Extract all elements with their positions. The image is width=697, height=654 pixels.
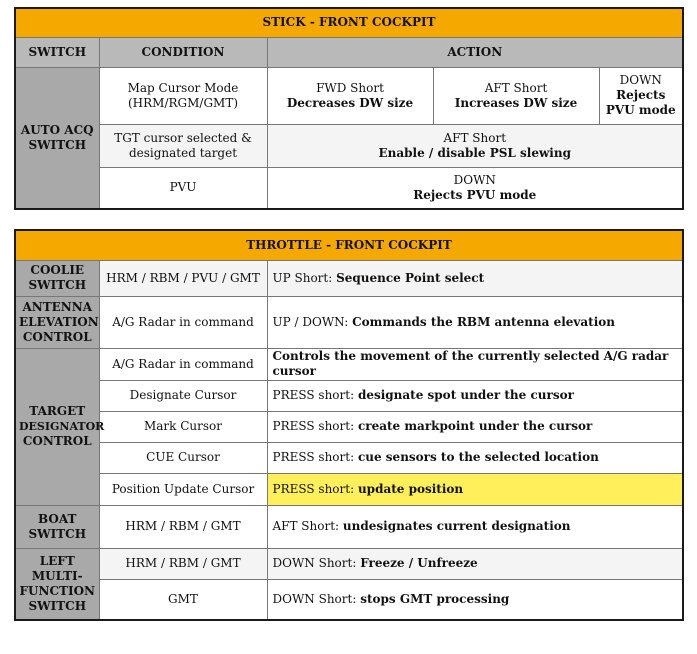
action-cell: AFT Short Enable / disable PSL slewing	[267, 124, 683, 167]
action-cell: PRESS short: create markpoint under the cursor	[267, 411, 683, 442]
action-cell-down: DOWN Rejects PVU mode	[599, 67, 683, 124]
action-cell: UP Short: Sequence Point select	[267, 260, 683, 296]
left-multi-function-switch-cell: LEFT MULTI- FUNCTION SWITCH	[15, 548, 99, 620]
condition-cell: Mark Cursor	[99, 411, 267, 442]
action-cell: AFT Short: undesignates current designation	[267, 505, 683, 548]
action-column-header: ACTION	[267, 37, 683, 67]
condition-cell: GMT	[99, 579, 267, 620]
coolie-switch-cell: COOLIE SWITCH	[15, 260, 99, 296]
auto-acq-switch-cell: AUTO ACQ SWITCH	[15, 67, 99, 209]
action-cell-aft-short: AFT Short Increases DW size	[433, 67, 599, 124]
condition-cell: TGT cursor selected & designated target	[99, 124, 267, 167]
condition-cell: PVU	[99, 167, 267, 209]
action-cell-highlighted: PRESS short: update position	[267, 473, 683, 505]
condition-cell: HRM / RBM / GMT	[99, 548, 267, 579]
action-cell: PRESS short: designate spot under the cursor	[267, 380, 683, 411]
stick-table-title: STICK - FRONT COCKPIT	[15, 8, 683, 37]
action-cell: Controls the movement of the currently selected A/G radar cursor	[267, 348, 683, 380]
switch-column-header: SWITCH	[15, 37, 99, 67]
condition-cell: HRM / RBM / PVU / GMT	[99, 260, 267, 296]
condition-cell: Designate Cursor	[99, 380, 267, 411]
throttle-table	[14, 229, 684, 621]
condition-cell: A/G Radar in command	[99, 348, 267, 380]
condition-cell: HRM / RBM / GMT	[99, 505, 267, 548]
condition-cell: Position Update Cursor	[99, 473, 267, 505]
action-cell: UP / DOWN: Commands the RBM antenna elevation	[267, 296, 683, 348]
condition-cell: Map Cursor Mode (HRM/RGM/GMT)	[99, 67, 267, 124]
condition-column-header: CONDITION	[99, 37, 267, 67]
action-cell-fwd-short: FWD Short Decreases DW size	[267, 67, 433, 124]
action-cell: DOWN Rejects PVU mode	[267, 167, 683, 209]
action-cell: DOWN Short: stops GMT processing	[267, 579, 683, 620]
condition-cell: A/G Radar in command	[99, 296, 267, 348]
stick-table	[14, 7, 684, 210]
action-cell: PRESS short: cue sensors to the selected location	[267, 442, 683, 473]
antenna-elevation-control-cell: ANTENNA ELEVATION CONTROL	[15, 296, 99, 348]
condition-cell: CUE Cursor	[99, 442, 267, 473]
boat-switch-cell: BOAT SWITCH	[15, 505, 99, 548]
target-designator-control-cell: TARGET DESIGNATOR CONTROL	[15, 348, 99, 505]
action-cell: DOWN Short: Freeze / Unfreeze	[267, 548, 683, 579]
throttle-table-title: THROTTLE - FRONT COCKPIT	[15, 230, 683, 260]
